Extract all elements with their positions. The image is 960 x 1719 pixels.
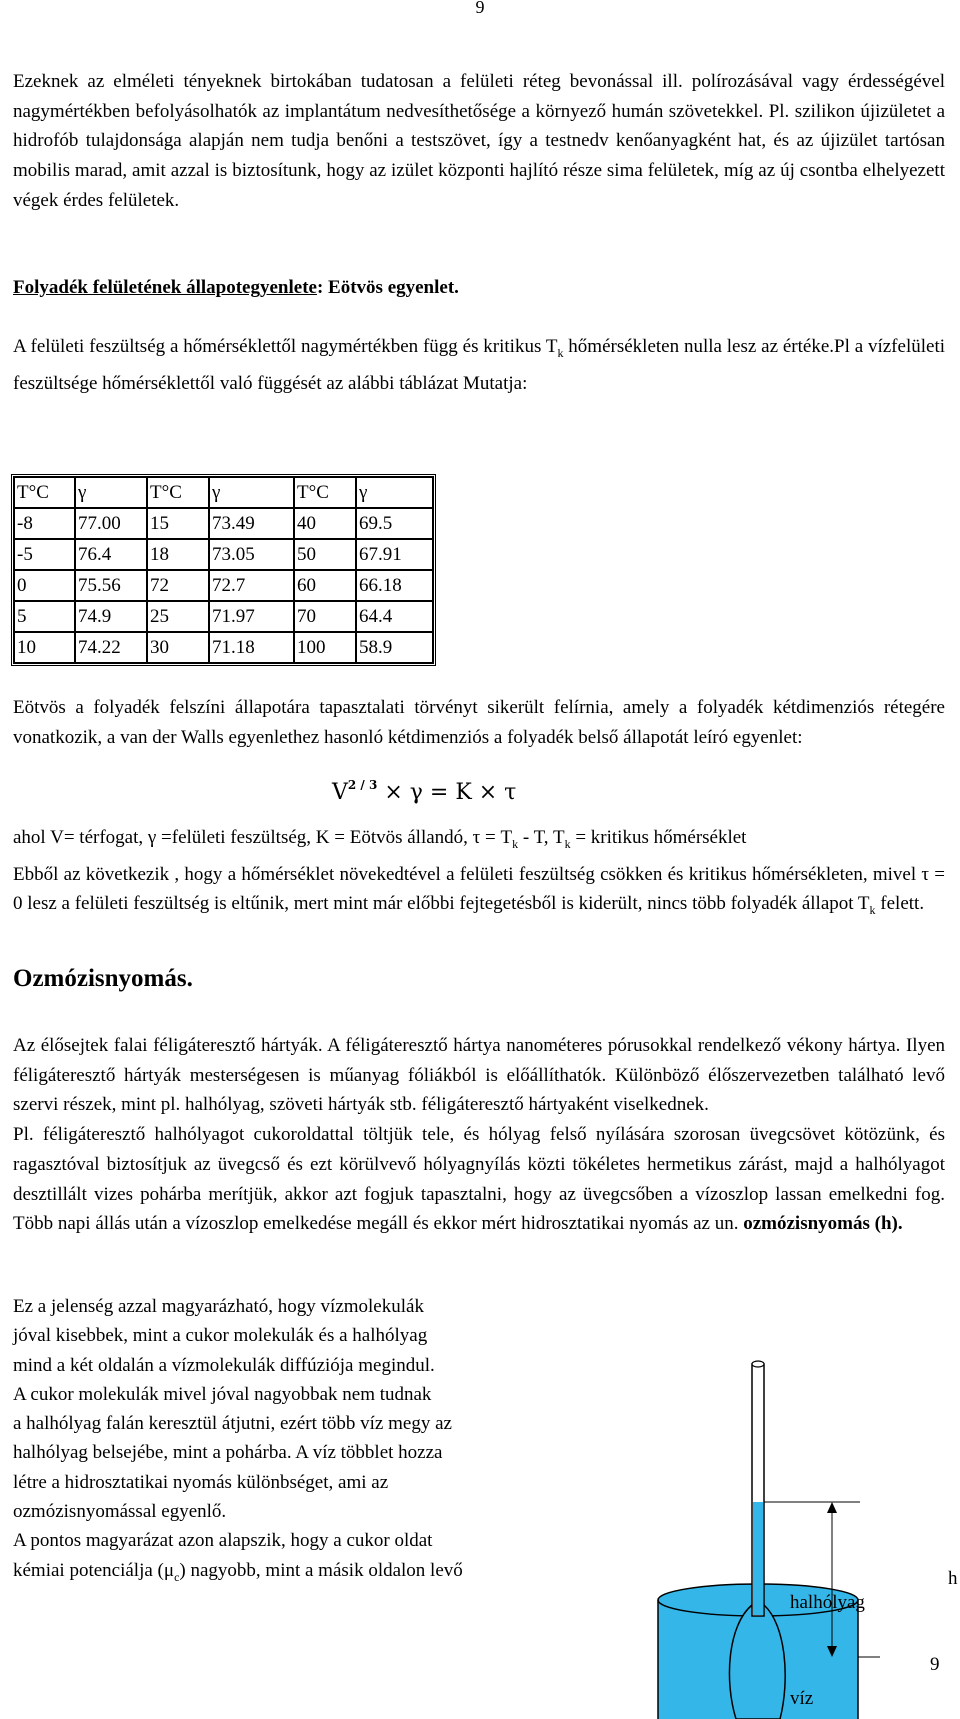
table-cell: 30	[147, 632, 209, 663]
table-cell: 0	[14, 570, 75, 601]
label-nine: 9	[930, 1654, 940, 1675]
table-cell: 74.22	[75, 632, 147, 663]
table-cell: 15	[147, 508, 209, 539]
consequence-text	[13, 860, 945, 926]
table-cell: -5	[14, 539, 75, 570]
intro-text: Ezeknek az elméleti tényeknek birtokában tudatosan a felületi réteg bevonással ill. polírozásával vagy érdességével nagymértékben befolyásolhatók az implantátum nedvesíthetősége a környező humán szövetekkel. Pl. szilikon újizületet a hidrofób tulajdonsága alapján nem tudja benőni a testszövet, így a testnedv kenőanyagként hat, és az újizület tartósan mobilis marad, amit azzal is biztosítunk, hogy az izület központi hajlító része sima felületek, míg az új csontba elhelyezett végek érdes felületek.	[13, 71, 945, 211]
table-cell: 66.18	[356, 570, 433, 601]
table-cell: 71.97	[209, 601, 294, 632]
narrow-line: Ez a jelenség azzal magyarázható, hogy vízmolekulák	[13, 1296, 424, 1317]
heading-rest: : Eötvös egyenlet.	[316, 277, 459, 298]
table-row	[14, 508, 433, 539]
last-line-text-2: ) nagyobb, mint a másik oldalon levő	[179, 1559, 463, 1581]
eotvos-formula	[332, 778, 516, 805]
explanation-column	[13, 1292, 593, 1592]
where-text-1: ahol V= térfogat, γ =felületi feszültség, K = Eötvös állandó, τ = T	[13, 827, 513, 848]
table-row	[14, 570, 433, 601]
table-cell: 5	[14, 601, 75, 632]
table-cell: 72	[147, 570, 209, 601]
narrow-line: A pontos magyarázat azon alapszik, hogy a cukor oldat	[13, 1530, 433, 1552]
narrow-line: jóval kisebbek, mint a cukor molekulák és a halhólyag	[13, 1325, 428, 1347]
formula-exponent: 2 / 3	[347, 778, 378, 792]
label-water: víz	[790, 1688, 814, 1709]
narrow-line: A cukor molekulák mivel jóval nagyobbak nem tudnak	[13, 1383, 432, 1405]
table-cell: 75.56	[75, 570, 147, 601]
osmosis-diagram	[640, 1350, 960, 1719]
header-cell: γ	[356, 477, 433, 508]
table-cell: 18	[147, 539, 209, 570]
consequence-text-1: Ebből az következik , hogy a hőmérséklet növekedtével a felületi feszültség csökken és kritikus hőmérsékleten, mivel τ = 0 lesz a felületi feszültség is eltűnik, mert mint már előbbi fejtegetésből is kiderült, nincs több folyadék állapot T	[13, 863, 945, 915]
osmosis-paragraphs	[13, 1031, 945, 1239]
table-cell: 77.00	[75, 508, 147, 539]
section-title: Ozmózisnyomás.	[13, 965, 193, 992]
header-cell: γ	[209, 477, 294, 508]
eotvos-paragraph	[13, 693, 945, 752]
sub-c: c	[174, 1569, 180, 1584]
formula-rest: × γ = K × τ	[377, 780, 517, 805]
table-cell: 10	[14, 632, 75, 663]
table-cell: 67.91	[356, 539, 433, 570]
osmosis-p2-text: Pl. féligáteresztő halhólyagot cukoroldattal töltjük tele, és hólyag felső nyílására szorosan üvegcsövet kötözünk, és ragasztóval biztosítjuk az üvegcső és ezt körülvevő hólyagnyílás közti tökéletes hermetikus zárást, majd a halhólyagot desztillált vizes pohárba merítjük, akkor azt fogjuk tapasztalni, hogy az üvegcsőben a vízoszlop lassan emelkedni fog. Több napi állás után a vízoszlop emelkedése megáll és ekkor mért hidrosztatikai nyomás az un.	[13, 1124, 945, 1235]
where-text-3: = kritikus hőmérséklet	[570, 827, 747, 848]
table-cell: 100	[294, 632, 356, 663]
table-cell: 64.4	[356, 601, 433, 632]
sub-k: k	[869, 903, 876, 917]
table-cell: 71.18	[209, 632, 294, 663]
table-cell: 58.9	[356, 632, 433, 663]
narrow-line: létre a hidrosztatikai nyomás különbséget, ami az	[13, 1471, 389, 1493]
table-cell: 74.9	[75, 601, 147, 632]
table-cell: 60	[294, 570, 356, 601]
eotvos-text: Eötvös a folyadék felszíni állapotára tapasztalati törvényt sikerült felírnia, amely a folyadék kétdimenziós rétegére vonatkozik, a van der Walls egyenlethez hasonló kétdimenziós a folyadék belső állapotát leíró egyenlet:	[13, 697, 945, 748]
narrow-line: a halhólyag falán keresztül átjutni, ezért több víz megy az	[13, 1413, 452, 1435]
label-bladder: halhólyag	[790, 1592, 865, 1613]
table-cell: 73.49	[209, 508, 294, 539]
table-cell: 76.4	[75, 539, 147, 570]
sub-k: k	[512, 836, 519, 851]
table-cell: 40	[294, 508, 356, 539]
page-number: 9	[475, 0, 485, 17]
table-cell: -8	[14, 508, 75, 539]
table-row	[14, 601, 433, 632]
temp-text-2: hőmérsékleten nulla lesz az értéke.Pl a vízfelületi feszültsége hőmérséklettől való függését az alábbi táblázat Mutatja:	[13, 336, 945, 394]
h-arrow-head-up	[827, 1502, 837, 1513]
tube-top	[752, 1361, 764, 1367]
consequence-text-2: felett.	[875, 893, 925, 915]
table-row	[14, 539, 433, 570]
surface-tension-table	[11, 474, 436, 666]
table-row	[14, 632, 433, 663]
definitions-paragraph	[13, 823, 945, 926]
narrow-line: halhólyag belsejébe, mint a pohárba. A víz többlet hozza	[13, 1442, 443, 1464]
tube-water-column	[753, 1502, 763, 1615]
last-line-text-1: kémiai potenciálja (μ	[13, 1559, 175, 1581]
heading-underlined: Folyadék felületének állapotegyenlete	[13, 277, 317, 298]
narrow-line	[13, 1556, 593, 1592]
sub-k: k	[564, 836, 571, 851]
where-text-2: - T, T	[518, 827, 565, 848]
narrow-line: ozmózisnyomással egyenlő.	[13, 1501, 227, 1523]
narrow-line: mind a két oldalán a vízmolekulák diffúziója megindul.	[13, 1354, 435, 1376]
osmosis-term: ozmózisnyomás (h).	[743, 1213, 903, 1235]
header-cell: T°C	[14, 477, 75, 508]
table-cell: 72.7	[209, 570, 294, 601]
table-cell: 73.05	[209, 539, 294, 570]
equation-of-state-heading	[13, 277, 459, 299]
osmosis-p1: Az élősejtek falai féligáteresztő hártyák. A féligáteresztő hártya nanométeres pórusokkal rendelkező vékony hártya. Ilyen féligáteresztő hártyák mesterségesen is műanyag fóliákból is előállíthatók. Különböző élőszervezetben található levő szervi részek, mint pl. halhólyag, szöveti hártyák stb. féligáteresztő hártyaként viselkednek.	[13, 1035, 945, 1116]
temp-sub-k: k	[557, 345, 564, 360]
osmosis-p2	[13, 1120, 945, 1239]
table-cell: 50	[294, 539, 356, 570]
header-cell: T°C	[147, 477, 209, 508]
label-h: h	[948, 1568, 958, 1589]
temperature-paragraph	[13, 332, 945, 398]
table-cell: 25	[147, 601, 209, 632]
table-cell: 70	[294, 601, 356, 632]
table-header-row	[14, 477, 433, 508]
header-cell: γ	[75, 477, 147, 508]
table-cell: 69.5	[356, 508, 433, 539]
header-cell: T°C	[294, 477, 356, 508]
where-line	[13, 823, 945, 860]
intro-paragraph	[13, 67, 945, 216]
formula-v: V	[332, 780, 348, 805]
temp-text-1: A felületi feszültség a hőmérséklettől nagymértékben függ és kritikus T	[13, 336, 558, 357]
